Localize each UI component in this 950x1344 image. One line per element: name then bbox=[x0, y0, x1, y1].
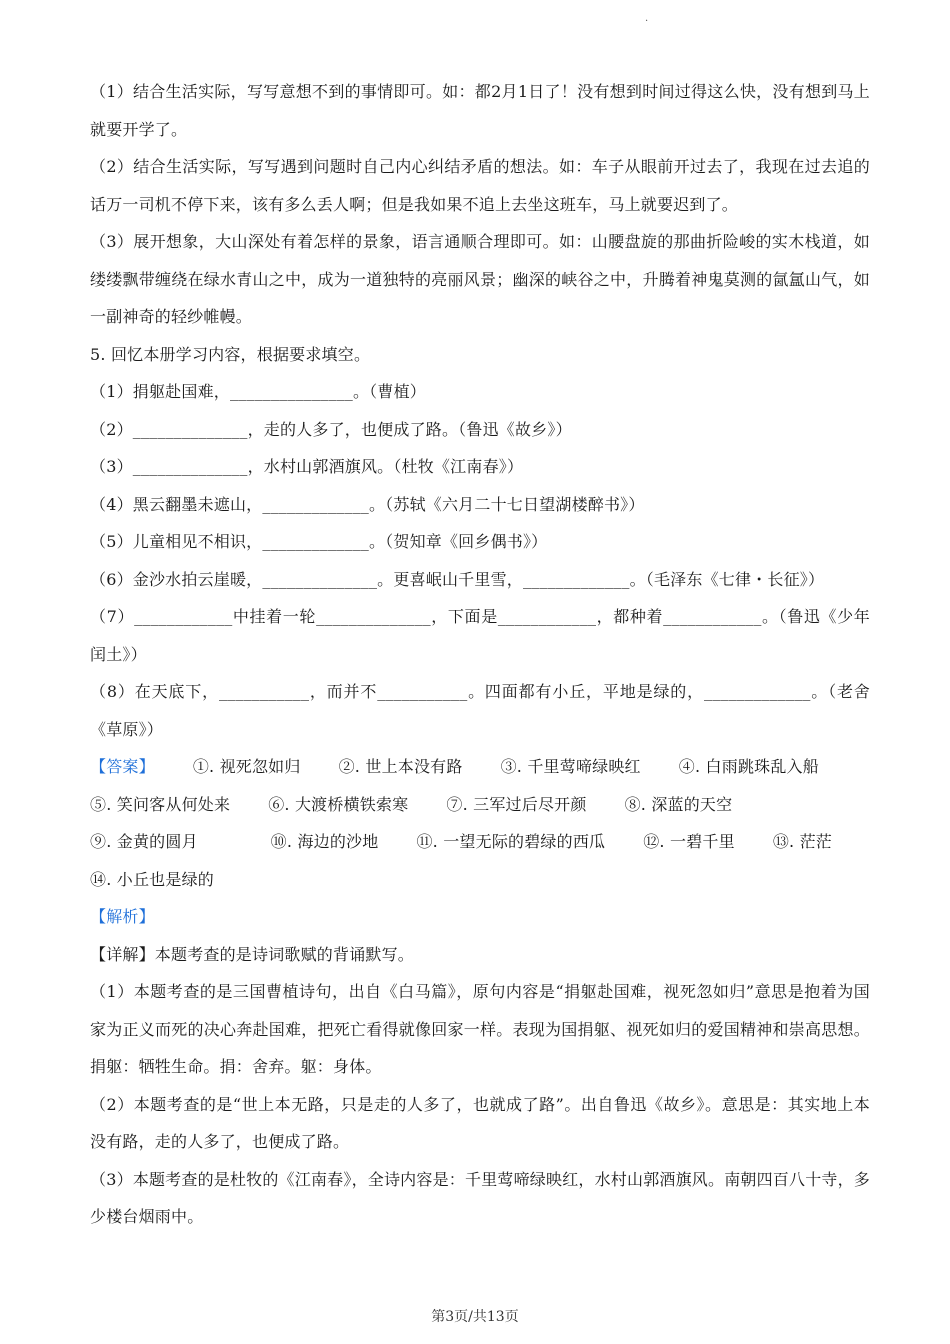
question-5-item-1: （1）捐躯赴国难，_______________。（曹植） bbox=[90, 382, 426, 401]
answer-item: ⑨. 金黄的圆月 bbox=[90, 832, 198, 851]
answer-item: ⑫. 一碧千里 bbox=[643, 832, 735, 851]
answer-label: 【答案】 bbox=[90, 757, 155, 776]
page-number: 第3页/共13页 bbox=[431, 1309, 519, 1325]
document-body bbox=[90, 73, 870, 1236]
question-5-item-7: （7）____________中挂着一轮______________，下面是____________，都种着____________。（鲁迅《少年闰土》） bbox=[90, 607, 870, 664]
question-5-item-8: （8）在天底下，___________，而并不___________。四面都有小丘，平地是绿的，_____________。（老舍《草原》） bbox=[90, 682, 870, 739]
answer-item: ⑧. 深蓝的天空 bbox=[624, 794, 733, 814]
answer-item: ⑩. 海边的沙地 bbox=[270, 832, 379, 851]
answer-item: ⑬. 茫茫 bbox=[772, 832, 832, 851]
answer-item: ④. 白雨跳珠乱入船 bbox=[678, 757, 819, 776]
question-5-item-4: （4）黑云翻墨未遮山，_____________。（苏轼《六月二十七日望湖楼醉书》） bbox=[90, 494, 645, 514]
detail-item-3: （3）本题考查的是杜牧的《江南春》，全诗内容是：千里莺啼绿映红，水村山郭酒旗风。南朝四百八十寺，多少楼台烟雨中。 bbox=[90, 1169, 870, 1226]
answer-item: ⑪. 一望无际的碧绿的西瓜 bbox=[416, 832, 606, 851]
question-5-item-5: （5）儿童相见不相识，_____________。（贺知章《回乡偶书》） bbox=[90, 532, 548, 551]
paragraph-prev-answer-3: （3）展开想象，大山深处有着怎样的景象，语言通顺合理即可。如：山腰盘旋的那曲折险峻的实木栈道，如缕缕飘带缠绕在绿水青山之中，成为一道独特的亮丽风景；幽深的峡谷之中，升腾着神鬼莫测的氤氲山气，如一副神奇的轻纱帷幔。 bbox=[90, 232, 870, 326]
analysis-label: 【解析】 bbox=[90, 907, 155, 926]
header-dot: . bbox=[645, 13, 649, 24]
answer-item: ⑥. 大渡桥横铁索寒 bbox=[268, 794, 409, 814]
detail-item-1: （1）本题考查的是三国曹植诗句，出自《白马篇》，原句内容是“捐躯赴国难，视死忽如归”意思是抱着为国家为正义而死的决心奔赴国难，把死亡看得就像回家一样。表现为国捐躯、视死如归的爱国精神和崇高思想。捐躯：牺牲生命。捐：舍弃。躯：身体。 bbox=[90, 982, 870, 1076]
answer-item: ②. 世上本没有路 bbox=[338, 757, 463, 776]
question-5-title: 5. 回忆本册学习内容，根据要求填空。 bbox=[90, 344, 371, 364]
answer-item: ③. 千里莺啼绿映红 bbox=[500, 757, 641, 776]
answer-block bbox=[90, 748, 870, 898]
answer-item: ①. 视死忽如归 bbox=[192, 757, 301, 776]
question-5-item-6: （6）金沙水拍云崖暖，______________。更喜岷山千里雪，_____________。（毛泽东《七律・长征》） bbox=[90, 569, 825, 589]
answer-item: ⑤. 笑问客从何处来 bbox=[90, 794, 231, 814]
answer-item: ⑭. 小丘也是绿的 bbox=[90, 869, 214, 889]
paragraph-prev-answer-2: （2）结合生活实际，写写遇到问题时自己内心纠结矛盾的想法。如：车子从眼前开过去了，我现在过去追的话万一司机不停下来，该有多么丢人啊；但是我如果不追上去坐这班车，马上就要迟到了。 bbox=[90, 157, 870, 214]
answer-item: ⑦. 三军过后尽开颜 bbox=[446, 794, 587, 814]
detail-item-2: （2）本题考查的是“世上本无路，只是走的人多了，也就成了路”。出自鲁迅《故乡》。意思是：其实地上本没有路，走的人多了，也便成了路。 bbox=[90, 1094, 870, 1151]
paragraph-prev-answer-1: （1）结合生活实际，写写意想不到的事情即可。如：都2月1日了！没有想到时间过得这么快，没有想到马上就要开学了。 bbox=[90, 82, 870, 139]
question-5-item-2: （2）______________，走的人多了，也便成了路。（鲁迅《故乡》） bbox=[90, 419, 572, 439]
detail-intro: 【详解】本题考查的是诗词歌赋的背诵默写。 bbox=[90, 944, 415, 964]
question-5-item-3: （3）______________，水村山郭酒旗风。（杜牧《江南春》） bbox=[90, 457, 524, 476]
